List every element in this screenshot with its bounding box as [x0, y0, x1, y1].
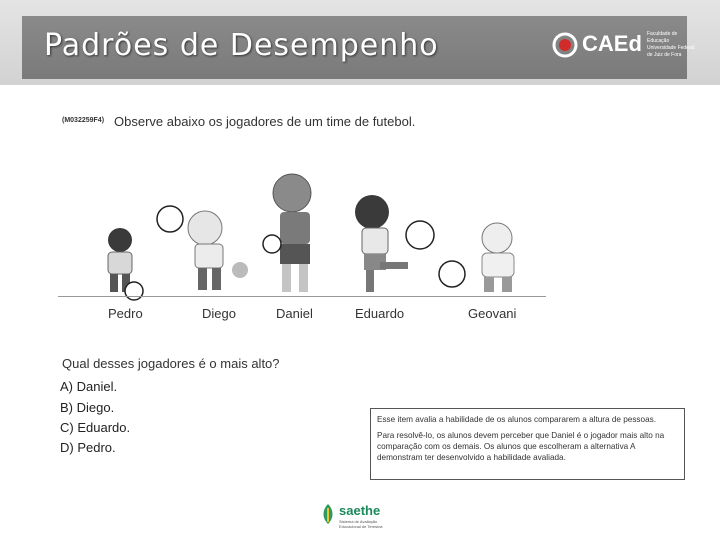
option-c: C) Eduardo. [60, 420, 131, 435]
option-a: A) Daniel. [60, 379, 118, 394]
saethe-leaf-icon [320, 502, 336, 526]
option-d: D) Pedro. [60, 440, 116, 455]
player-eduardo-figure [355, 195, 465, 292]
commentary-paragraph-2: Para resolvê-lo, os alunos devem perceber que Daniel é o jogador mais alto na comparação com os demais. Os alunos que escolheram a alternativa A demonstram ter desenvolvido a habilidade avaliada. [377, 431, 665, 462]
player-name-diego: Diego [202, 306, 236, 321]
commentary-box [370, 408, 685, 480]
commentary-paragraph-1: Esse item avalia a habilidade de os alunos compararem a altura de pessoas. [377, 415, 656, 424]
player-name-pedro: Pedro [108, 306, 143, 321]
caed-logo-subtitle: Faculdade de Educação Universidade Federal de Juiz de Fora [647, 31, 695, 58]
player-geovani-figure [482, 223, 514, 292]
player-name-eduardo: Eduardo [355, 306, 405, 321]
player-name-daniel: Daniel [276, 306, 313, 321]
caed-logo-text: CAEd [582, 31, 642, 56]
player-pedro-figure [108, 228, 143, 300]
player-daniel-figure [263, 174, 311, 292]
slide-title: Padrões de Desempenho [44, 28, 439, 63]
question-text: Qual desses jogadores é o mais alto? [62, 356, 280, 371]
item-code: (M032259F4) [62, 117, 105, 124]
player-name-geovani: Geovani [468, 306, 517, 321]
item-stem: Observe abaixo os jogadores de um time de futebol. [114, 114, 416, 129]
saethe-logo-text: saethe [339, 503, 381, 518]
option-b: B) Diego. [60, 400, 115, 415]
saethe-logo [320, 496, 400, 532]
ground-line [58, 296, 546, 297]
saethe-logo-subtitle: Sistema de Avaliação Educacional de Teresina [339, 519, 383, 529]
player-diego-figure [157, 206, 248, 290]
